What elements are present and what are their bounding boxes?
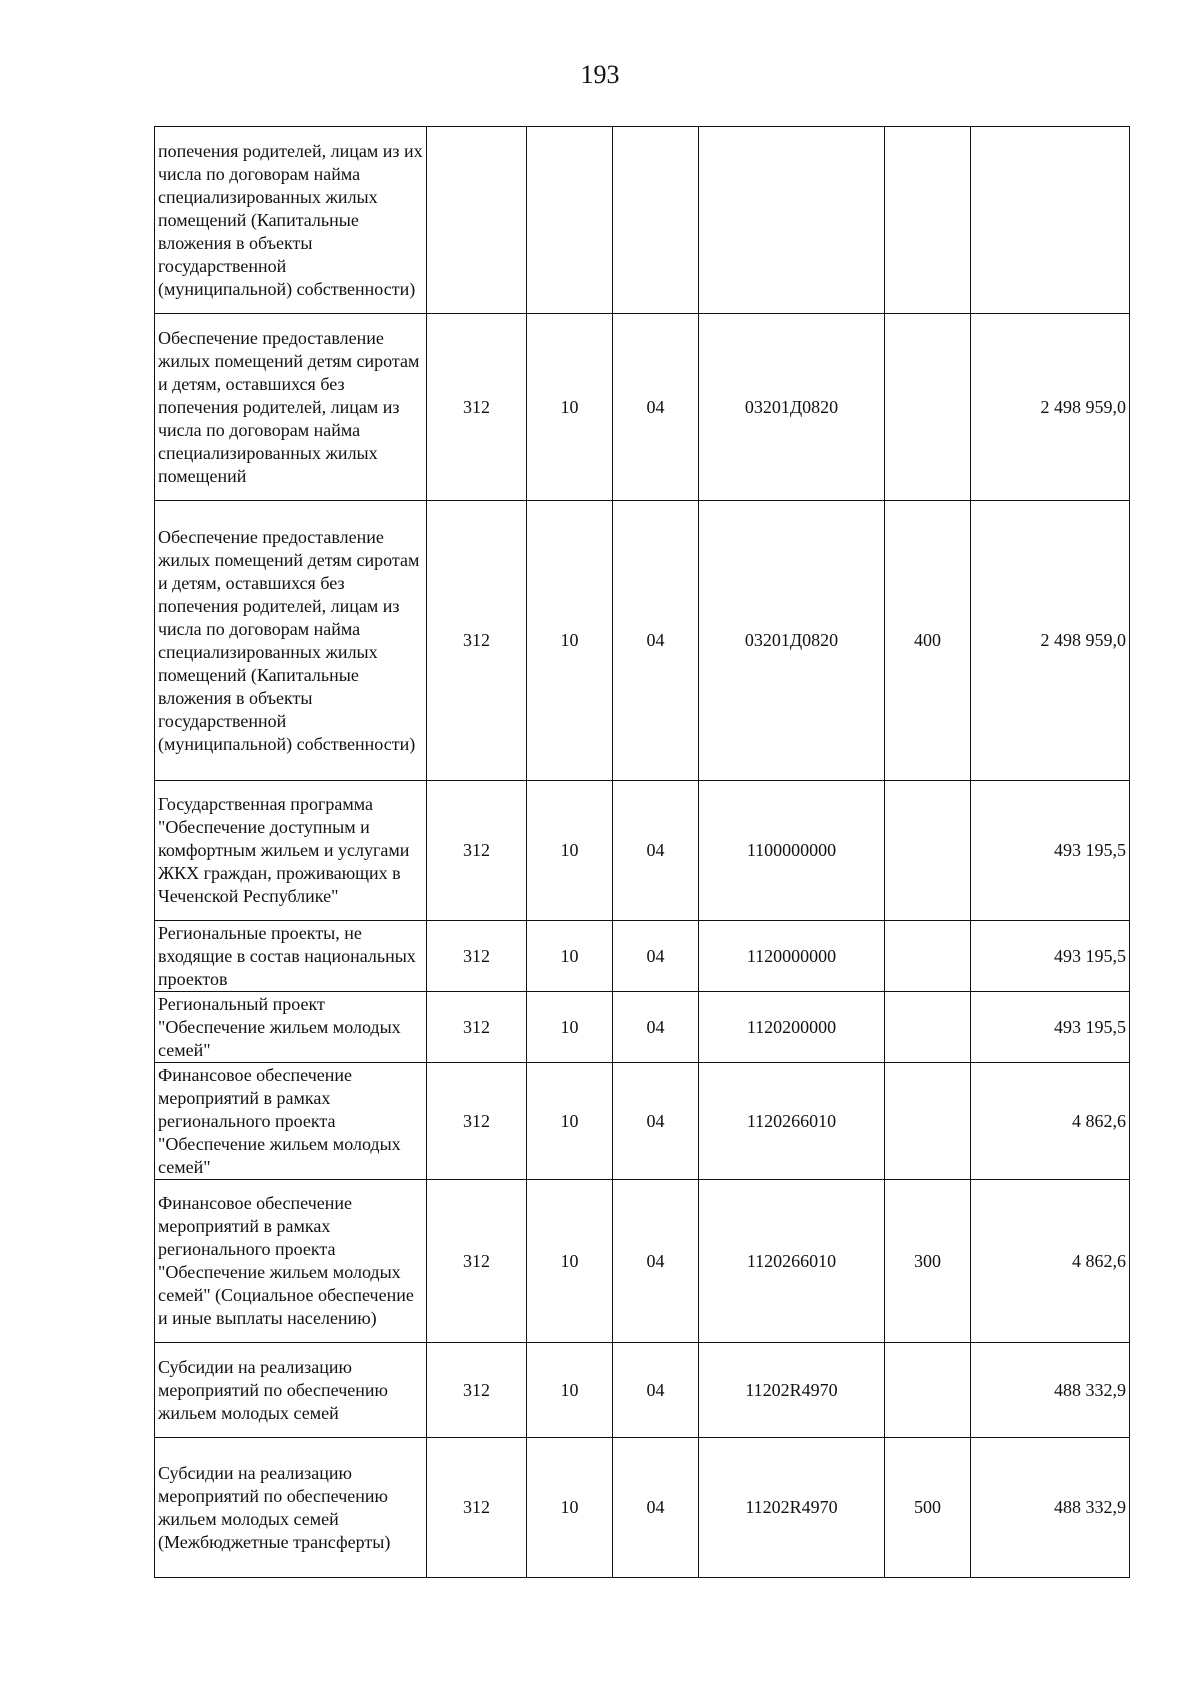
row-amount: 488 332,9: [971, 1438, 1130, 1578]
row-section-code: 10: [527, 1063, 613, 1180]
table-row: [155, 921, 1130, 992]
row-target-article-code: 1120000000: [699, 921, 885, 992]
row-section-code: [527, 127, 613, 314]
row-target-article-code: 1120266010: [699, 1063, 885, 1180]
row-target-article-code: 1100000000: [699, 781, 885, 921]
row-subsection-code: 04: [613, 314, 699, 501]
row-expense-type-code: 300: [885, 1180, 971, 1343]
row-amount: 4 862,6: [971, 1063, 1130, 1180]
row-amount: 493 195,5: [971, 781, 1130, 921]
row-amount: [971, 127, 1130, 314]
row-target-article-code: [699, 127, 885, 314]
row-amount: 493 195,5: [971, 921, 1130, 992]
row-ministry-code: 312: [427, 1343, 527, 1438]
row-target-article-code: 1120200000: [699, 992, 885, 1063]
table-row: [155, 781, 1130, 921]
table-row: [155, 1180, 1130, 1343]
row-subsection-code: 04: [613, 1343, 699, 1438]
row-ministry-code: 312: [427, 1438, 527, 1578]
row-ministry-code: 312: [427, 781, 527, 921]
row-ministry-code: 312: [427, 1063, 527, 1180]
row-expense-type-code: [885, 127, 971, 314]
row-section-code: 10: [527, 1180, 613, 1343]
row-section-code: 10: [527, 1343, 613, 1438]
row-ministry-code: 312: [427, 921, 527, 992]
row-expense-type-code: [885, 781, 971, 921]
row-section-code: 10: [527, 501, 613, 781]
row-section-code: 10: [527, 992, 613, 1063]
row-amount: 493 195,5: [971, 992, 1130, 1063]
row-amount: 2 498 959,0: [971, 501, 1130, 781]
row-ministry-code: 312: [427, 314, 527, 501]
row-expense-type-code: 500: [885, 1438, 971, 1578]
row-description: Обеспечение предоставление жилых помещений детям сиротам и детям, оставшихся без попечения родителей, лицам из числа по договорам найма специализированных жилых помещений: [155, 314, 427, 501]
row-ministry-code: 312: [427, 1180, 527, 1343]
row-expense-type-code: [885, 992, 971, 1063]
row-ministry-code: [427, 127, 527, 314]
table-row: [155, 1343, 1130, 1438]
row-description: Региональный проект "Обеспечение жильем молодых семей": [155, 992, 427, 1063]
row-description: Финансовое обеспечение мероприятий в рамках регионального проекта "Обеспечение жильем молодых семей": [155, 1063, 427, 1180]
page-number: 193: [580, 60, 620, 89]
row-section-code: 10: [527, 1438, 613, 1578]
row-description: Субсидии на реализацию мероприятий по обеспечению жильем молодых семей (Межбюджетные трансферты): [155, 1438, 427, 1578]
row-subsection-code: 04: [613, 781, 699, 921]
budget-table-body: [155, 127, 1130, 1578]
row-description: Обеспечение предоставление жилых помещений детям сиротам и детям, оставшихся без попечения родителей, лицам из числа по договорам найма специализированных жилых помещений (Капитальные вложения в объекты государственной (муниципальной) собственности): [155, 501, 427, 781]
row-amount: 488 332,9: [971, 1343, 1130, 1438]
row-target-article-code: 03201Д0820: [699, 501, 885, 781]
row-amount: 4 862,6: [971, 1180, 1130, 1343]
table-row: [155, 314, 1130, 501]
row-subsection-code: 04: [613, 1063, 699, 1180]
row-description: Региональные проекты, не входящие в состав национальных проектов: [155, 921, 427, 992]
row-target-article-code: 11202R4970: [699, 1343, 885, 1438]
row-description: попечения родителей, лицам из их числа по договорам найма специализированных жилых помещений (Капитальные вложения в объекты государственной (муниципальной) собственности): [155, 127, 427, 314]
row-subsection-code: 04: [613, 1438, 699, 1578]
row-section-code: 10: [527, 314, 613, 501]
row-subsection-code: 04: [613, 501, 699, 781]
row-description: Государственная программа "Обеспечение доступным и комфортным жильем и услугами ЖКХ граждан, проживающих в Чеченской Республике": [155, 781, 427, 921]
table-row: [155, 1438, 1130, 1578]
row-expense-type-code: [885, 1063, 971, 1180]
row-subsection-code: 04: [613, 992, 699, 1063]
row-ministry-code: 312: [427, 992, 527, 1063]
row-description: Субсидии на реализацию мероприятий по обеспечению жильем молодых семей: [155, 1343, 427, 1438]
row-subsection-code: 04: [613, 921, 699, 992]
row-description: Финансовое обеспечение мероприятий в рамках регионального проекта "Обеспечение жильем молодых семей" (Социальное обеспечение и иные выплаты населению): [155, 1180, 427, 1343]
table-row: [155, 127, 1130, 314]
row-ministry-code: 312: [427, 501, 527, 781]
row-expense-type-code: 400: [885, 501, 971, 781]
row-target-article-code: 11202R4970: [699, 1438, 885, 1578]
row-section-code: 10: [527, 921, 613, 992]
table-row: [155, 1063, 1130, 1180]
row-expense-type-code: [885, 314, 971, 501]
row-target-article-code: 03201Д0820: [699, 314, 885, 501]
row-expense-type-code: [885, 1343, 971, 1438]
row-target-article-code: 1120266010: [699, 1180, 885, 1343]
row-amount: 2 498 959,0: [971, 314, 1130, 501]
row-subsection-code: [613, 127, 699, 314]
budget-table: [154, 126, 1130, 1578]
row-section-code: 10: [527, 781, 613, 921]
table-row: [155, 992, 1130, 1063]
table-row: [155, 501, 1130, 781]
row-expense-type-code: [885, 921, 971, 992]
row-subsection-code: 04: [613, 1180, 699, 1343]
